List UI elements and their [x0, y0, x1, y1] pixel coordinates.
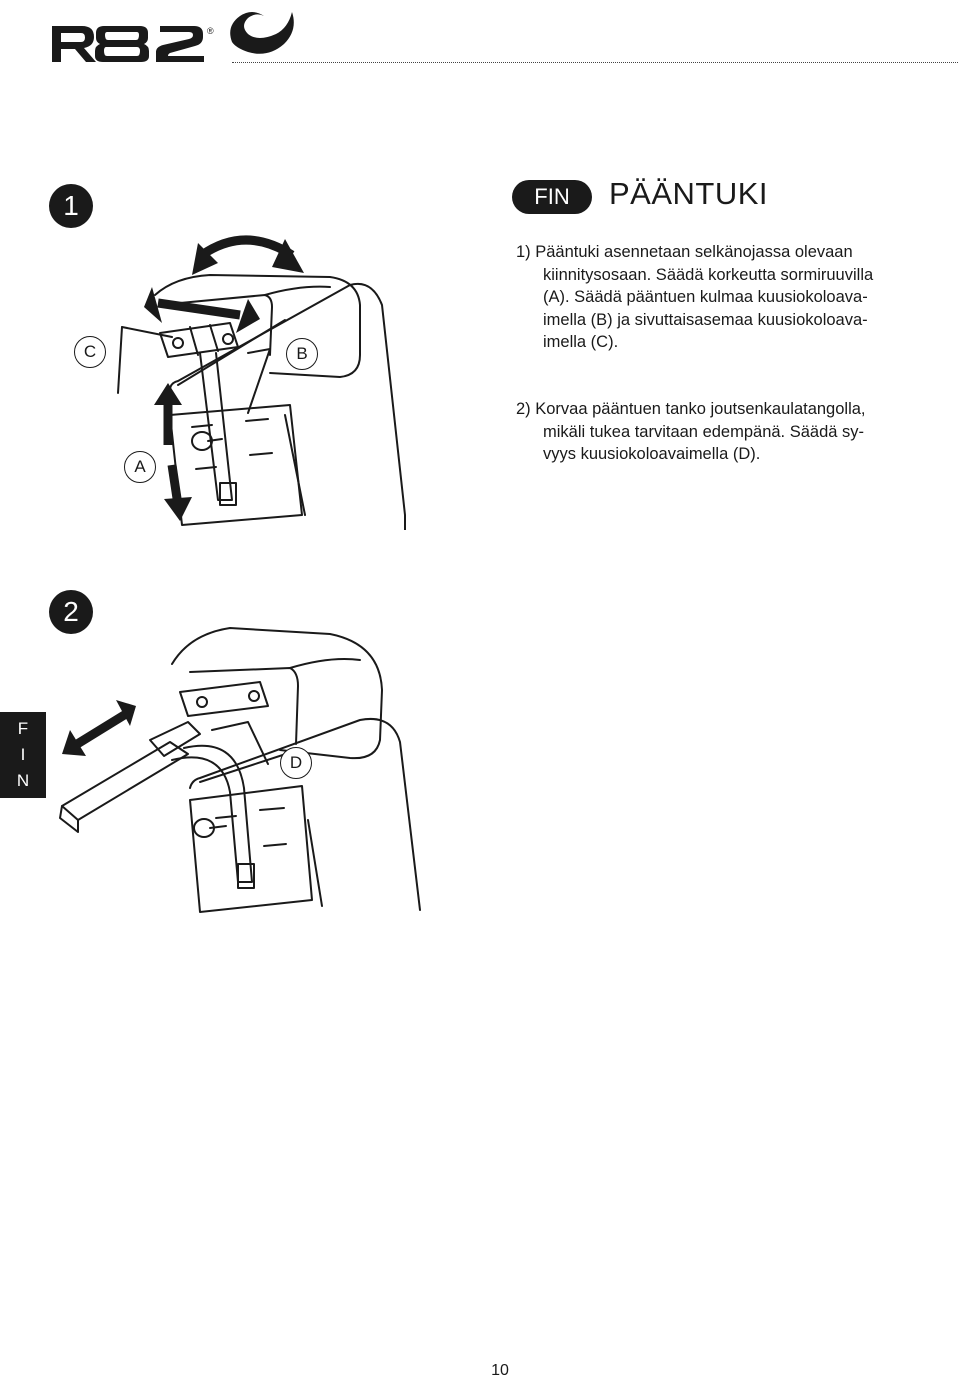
instruction-line: mikäli tukea tarvitaan edempänä. Säädä sy- — [543, 422, 865, 441]
swoosh-icon — [230, 12, 294, 54]
header-dotted-rule — [232, 62, 958, 63]
instruction-line: 1) Pääntuki asennetaan selkänojassa olevaan — [516, 243, 853, 261]
instruction-line: vyys kuusiokoloavaimella (D). — [543, 445, 761, 463]
page-title: PÄÄNTUKI — [609, 176, 769, 211]
instruction-line: (A). Säädä pääntuen kulmaa kuusiokoloava- — [543, 288, 868, 306]
instruction-line: imella (C). — [543, 333, 619, 351]
side-tab-letter: F — [17, 719, 29, 738]
language-badge: FIN — [512, 180, 592, 214]
step-2-badge: 2 — [49, 590, 93, 634]
headrest-installation-illustration — [60, 215, 420, 530]
step-1-badge: 1 — [49, 184, 93, 228]
callout-d: D — [280, 747, 312, 779]
side-tab-letter: I — [20, 745, 26, 764]
step-1-instructions — [516, 241, 956, 354]
side-tab-letter: N — [16, 771, 30, 790]
step-2-instructions — [516, 398, 956, 466]
r82-logo — [48, 4, 298, 68]
gooseneck-bar-illustration — [40, 610, 440, 920]
page-number: 10 — [491, 1362, 509, 1379]
callout-a: A — [124, 451, 156, 483]
brand-mark: ® — [207, 26, 214, 36]
instruction-line: 2) Korvaa pääntuen tanko joutsenkaulatangolla, — [516, 400, 866, 418]
callout-c: C — [74, 336, 106, 368]
instruction-line: imella (B) ja sivuttaisasemaa kuusiokoloava- — [543, 310, 868, 329]
callout-b: B — [286, 338, 318, 370]
instruction-line: kiinnitysosaan. Säädä korkeutta sormiruuvilla — [543, 265, 874, 284]
side-language-tab — [0, 712, 46, 798]
